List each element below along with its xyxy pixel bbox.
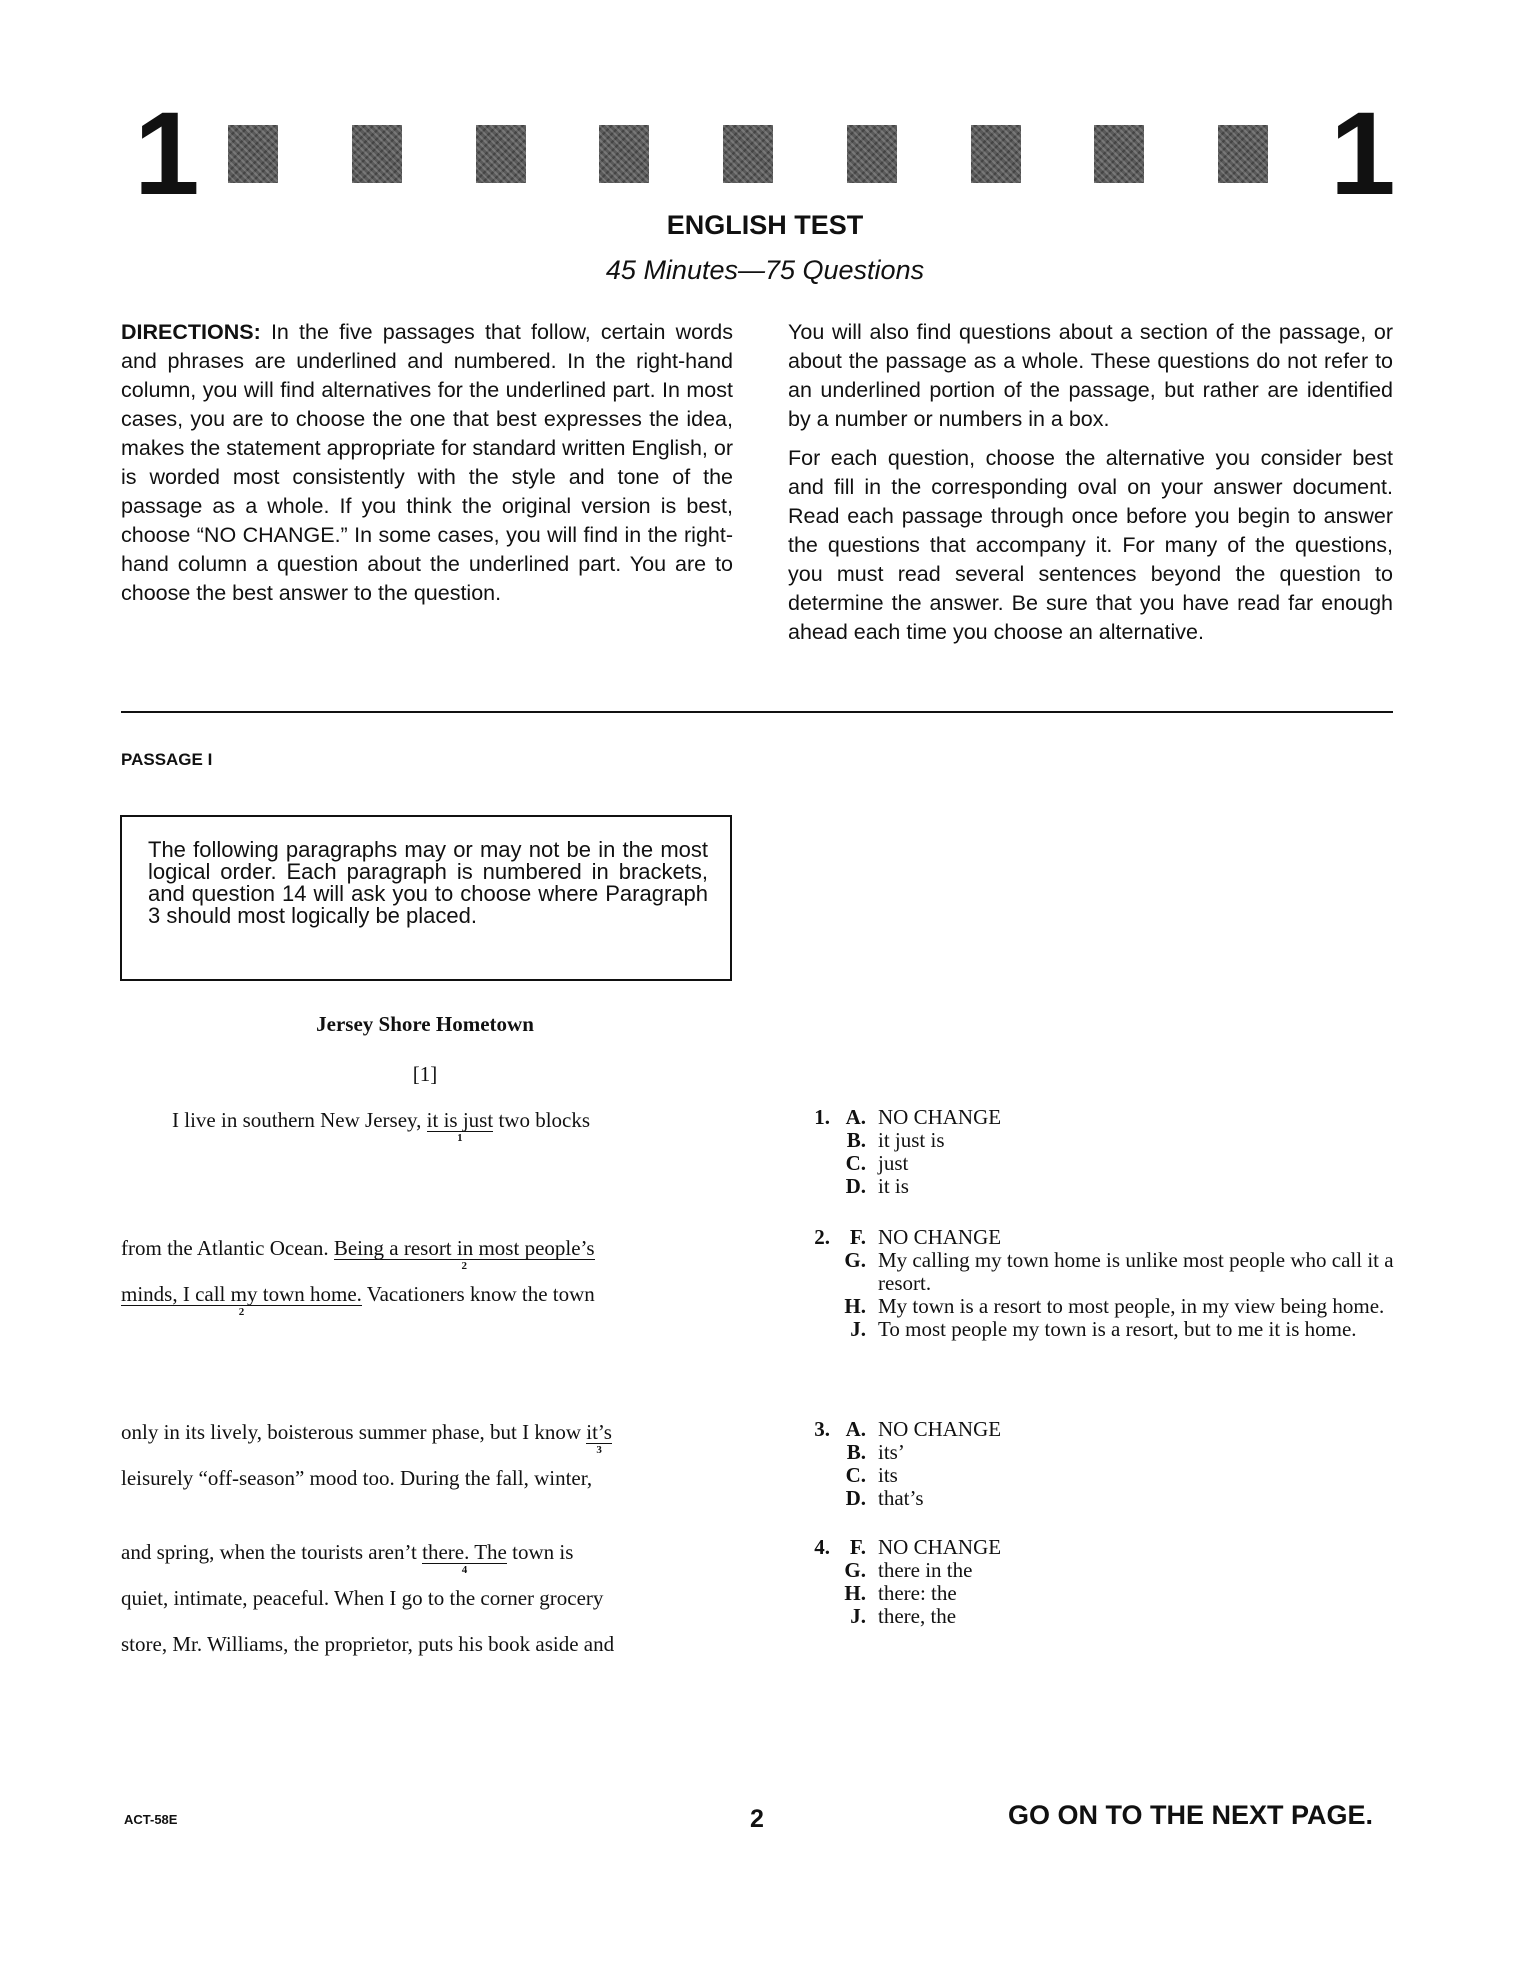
form-code: ACT-58E	[124, 1812, 178, 1827]
passage-line: store, Mr. Williams, the proprietor, puts his book aside and	[121, 1632, 615, 1656]
option-text: it is	[878, 1174, 909, 1198]
option-text: that’s	[878, 1486, 924, 1510]
underlined-text: it’s	[586, 1420, 612, 1444]
paragraph-number: [1]	[412, 1062, 438, 1086]
passage-text: Vacationers know the town	[361, 1282, 595, 1306]
option-letter: H.	[844, 1294, 866, 1318]
directions-left	[121, 318, 733, 618]
option-letter: C.	[845, 1151, 866, 1175]
option-letter: F.	[849, 1225, 866, 1249]
option-text: just	[878, 1151, 909, 1175]
header-box	[228, 125, 278, 183]
header-box	[1094, 125, 1144, 183]
option-letter: B.	[846, 1440, 866, 1464]
directions-right	[788, 318, 1393, 657]
option-letter: D.	[845, 1486, 866, 1510]
underlined-portion-3	[586, 1420, 612, 1457]
option-letter: J.	[850, 1604, 866, 1628]
question-number: 1.	[814, 1105, 830, 1129]
header-box	[723, 125, 773, 183]
option-letter: J.	[850, 1317, 866, 1341]
passage-text: and spring, when the tourists aren’t	[121, 1540, 423, 1564]
option-letter: G.	[844, 1248, 866, 1272]
option-text: there: the	[878, 1581, 957, 1605]
header-box	[352, 125, 402, 183]
underlined-portion-2	[333, 1236, 595, 1273]
underlined-text: minds, I call my town home.	[121, 1282, 362, 1306]
underlined-text: it is just	[426, 1108, 494, 1132]
option-text: NO CHANGE	[878, 1417, 1002, 1441]
passage-label: PASSAGE I	[121, 750, 213, 769]
option-letter: B.	[846, 1128, 866, 1152]
option-text: NO CHANGE	[878, 1225, 1002, 1249]
directions-label: DIRECTIONS:	[121, 320, 261, 344]
passage-text: two blocks	[493, 1108, 591, 1132]
section-number-right: 1	[1330, 88, 1394, 220]
question-4	[792, 1536, 1432, 1628]
passage-line	[121, 1282, 595, 1319]
option-text: NO CHANGE	[878, 1535, 1002, 1559]
passage-title: Jersey Shore Hometown	[316, 1012, 534, 1036]
passage-line: quiet, intimate, peaceful. When I go to the corner grocery	[121, 1586, 604, 1610]
question-marker: 3	[596, 1444, 602, 1457]
header-box-row	[228, 125, 1268, 183]
passage-intro-box	[120, 815, 732, 981]
test-subtitle: 45 Minutes—75 Questions	[605, 255, 925, 285]
passage-line	[172, 1108, 591, 1145]
underlined-portion-4	[422, 1540, 507, 1577]
passage-text: only in its lively, boisterous summer phase, but I know	[121, 1420, 587, 1444]
question-1	[792, 1106, 1432, 1198]
option-letter: A.	[845, 1105, 866, 1129]
divider-rule	[121, 711, 1393, 713]
option-letter: H.	[844, 1581, 866, 1605]
question-2	[792, 1226, 1432, 1341]
directions-left-text: In the five passages that follow, certain words and phrases are underlined and numbered. In the right-hand column, you will find alternatives for the underlined part. In most cases, you are to choose the one that best expresses the idea, makes the statement appropriate for standard written English, or is worded most consistently with the style and tone of the passage as a whole. If you think the original version is best, choose “NO CHANGE.” In some cases, you will find in the right-hand column a question about the underlined part. You are to choose the best answer to the question.	[121, 320, 733, 605]
directions-right-p1: You will also find questions about a section of the passage, or about the passage as a whole. These questions do not refer to an underlined portion of the passage, but rather are identified by a number or numbers in a box.	[788, 320, 1393, 431]
page-number: 2	[750, 1805, 764, 1833]
header-box	[847, 125, 897, 183]
passage-text: town is	[506, 1540, 574, 1564]
header-box	[971, 125, 1021, 183]
question-number: 2.	[814, 1225, 830, 1249]
test-title: ENGLISH TEST	[666, 210, 864, 240]
underlined-portion-1	[426, 1108, 494, 1145]
option-letter: G.	[844, 1558, 866, 1582]
option-text: To most people my town is a resort, but to me it is home.	[878, 1317, 1357, 1341]
option-letter: F.	[849, 1535, 866, 1559]
option-text: My town is a resort to most people, in my view being home.	[878, 1294, 1385, 1318]
passage-line	[121, 1540, 574, 1577]
question-number: 4.	[814, 1535, 830, 1559]
underlined-portion-2b	[121, 1282, 362, 1319]
option-letter: D.	[845, 1174, 866, 1198]
option-text: there in the	[878, 1558, 973, 1582]
option-text: NO CHANGE	[878, 1105, 1002, 1129]
underlined-text: Being a resort in most people’s	[333, 1236, 595, 1260]
header-box	[1218, 125, 1268, 183]
option-letter: A.	[845, 1417, 866, 1441]
header-box	[476, 125, 526, 183]
option-letter: C.	[845, 1463, 866, 1487]
question-marker: 1	[457, 1132, 463, 1145]
passage-text: from the Atlantic Ocean.	[121, 1236, 334, 1260]
option-text: it just is	[878, 1128, 945, 1152]
passage-text: I live in southern New Jersey,	[172, 1108, 427, 1132]
option-text: My calling my town home is unlike most people who call it a resort.	[878, 1248, 1394, 1295]
header-box	[599, 125, 649, 183]
passage-line: leisurely “off-season” mood too. During the fall, winter,	[121, 1466, 593, 1490]
question-marker: 2	[461, 1260, 467, 1273]
option-text: its	[878, 1463, 898, 1487]
question-marker: 4	[461, 1564, 468, 1577]
option-text: there, the	[878, 1604, 957, 1628]
go-on-notice: GO ON TO THE NEXT PAGE.	[1008, 1800, 1374, 1830]
section-number-left: 1	[134, 88, 198, 220]
underlined-text: there. The	[422, 1540, 507, 1564]
directions-right-p2: For each question, choose the alternative you consider best and fill in the corresponding oval on your answer document. Read each passage through once before you begin to answer the questions that accompany it. For many of the questions, you must read several sentences beyond the question to determine the answer. Be sure that you have read far enough ahead each time you choose an alternative.	[788, 446, 1393, 644]
passage-line	[121, 1236, 595, 1273]
passage-line	[121, 1420, 612, 1457]
question-marker: 2	[238, 1306, 245, 1319]
question-number: 3.	[814, 1417, 830, 1441]
question-3	[792, 1418, 1432, 1510]
option-text: its’	[878, 1440, 905, 1464]
passage-intro-text: The following paragraphs may or may not be in the most logical order. Each paragraph is numbered in brackets, and question 14 will ask you to choose where Paragraph 3 should most logically be placed.	[148, 837, 708, 928]
